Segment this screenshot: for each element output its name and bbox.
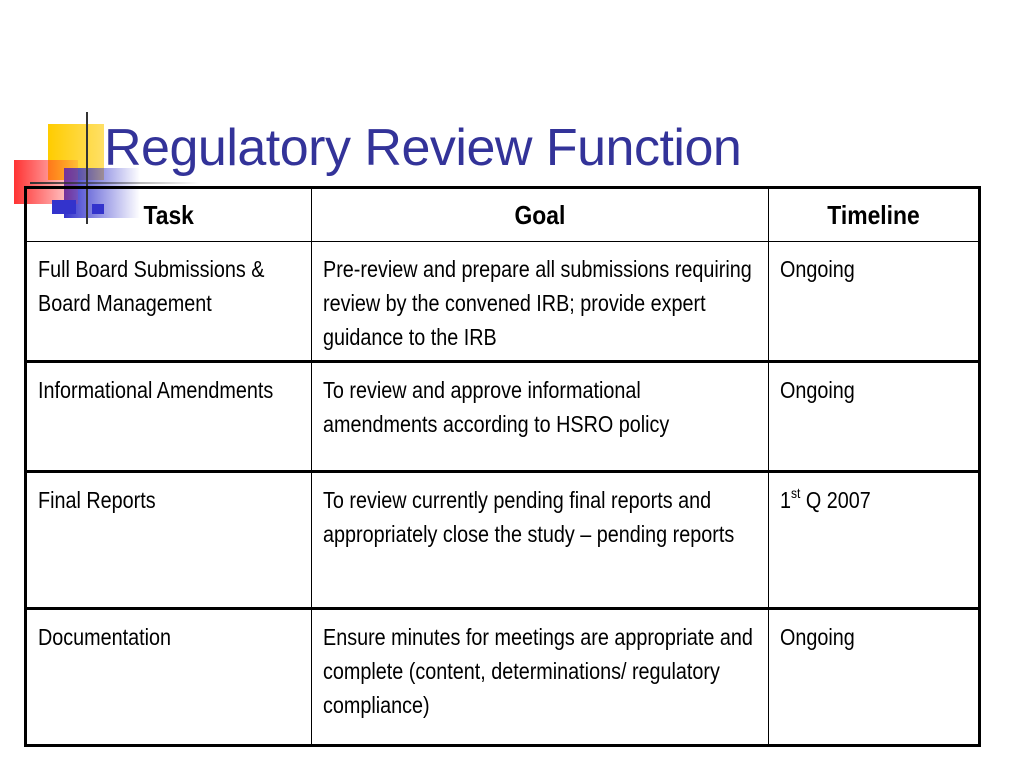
task-cell xyxy=(26,472,312,609)
timeline-text: Ongoing xyxy=(780,256,855,282)
goal-text: Ensure minutes for meetings are appropriate and complete (content, determinations/ regulatory compliance) xyxy=(323,624,753,718)
slide-title: Regulatory Review Function xyxy=(104,119,742,177)
timeline-cell xyxy=(769,242,980,362)
header-task-label: Task xyxy=(143,199,195,230)
goal-text: To review currently pending final reports and appropriately close the study – pending reports xyxy=(323,487,735,547)
goal-text: To review and approve informational amendments according to HSRO policy xyxy=(323,377,670,437)
task-cell xyxy=(26,609,312,746)
regulatory-review-table xyxy=(24,186,981,747)
goal-text: Pre-review and prepare all submissions requiring review by the convened IRB; provide expert guidance to the IRB xyxy=(323,256,752,350)
task-text: Informational Amendments xyxy=(38,377,274,403)
goal-cell xyxy=(312,362,769,472)
timeline-ordinal-suffix: st xyxy=(791,485,801,502)
task-cell xyxy=(26,362,312,472)
goal-cell xyxy=(312,472,769,609)
table-row xyxy=(26,242,980,362)
timeline-text: Ongoing xyxy=(780,624,855,650)
timeline-number: 1 xyxy=(780,487,792,513)
timeline-cell xyxy=(769,472,980,609)
table-header-row xyxy=(26,188,980,242)
goal-cell xyxy=(312,609,769,746)
header-task xyxy=(26,188,312,242)
task-cell xyxy=(26,242,312,362)
timeline-quarter-year: Q 2007 xyxy=(800,487,871,513)
header-timeline xyxy=(769,188,980,242)
timeline-text xyxy=(780,483,968,517)
task-text: Documentation xyxy=(38,624,172,650)
header-timeline-label: Timeline xyxy=(827,199,920,230)
header-goal-label: Goal xyxy=(514,199,566,230)
table-row xyxy=(26,362,980,472)
task-text: Final Reports xyxy=(38,487,156,513)
header-goal xyxy=(312,188,769,242)
table-row xyxy=(26,472,980,609)
timeline-cell xyxy=(769,609,980,746)
table-row xyxy=(26,609,980,746)
timeline-cell xyxy=(769,362,980,472)
goal-cell xyxy=(312,242,769,362)
timeline-text: Ongoing xyxy=(780,377,855,403)
task-text: Full Board Submissions & Board Management xyxy=(38,256,265,316)
